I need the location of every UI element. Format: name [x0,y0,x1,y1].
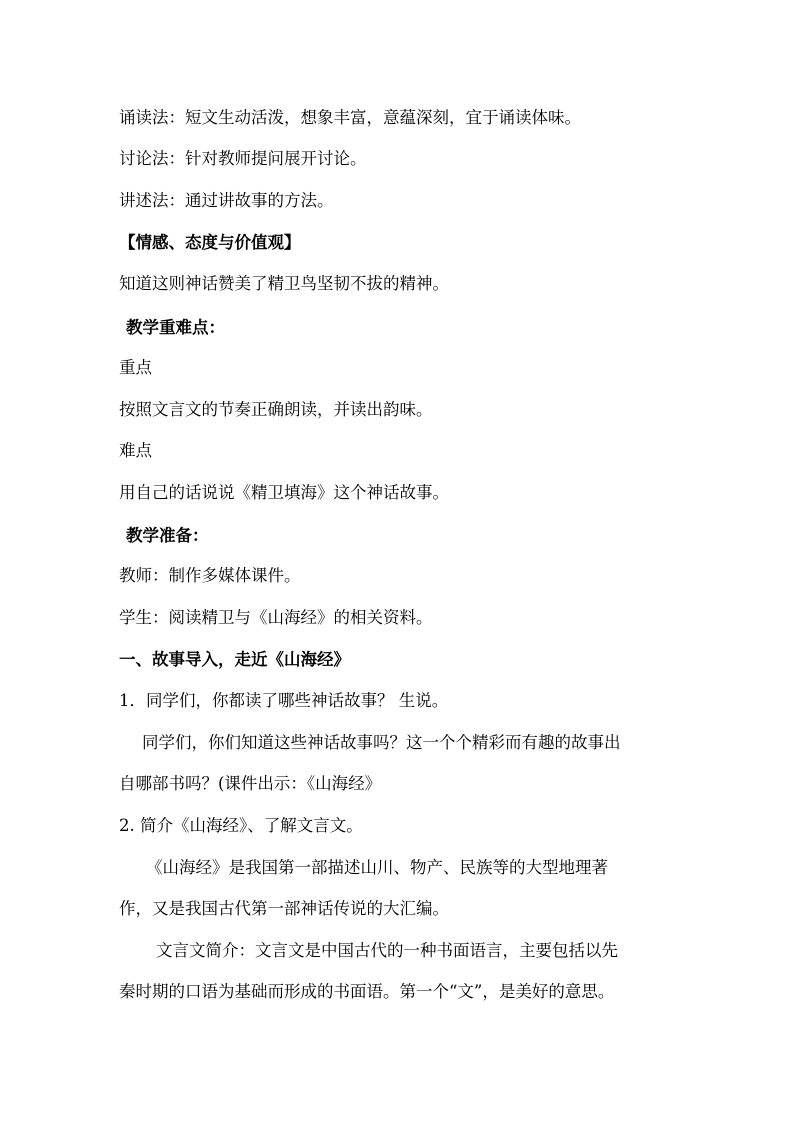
preparation-heading: 教学准备： [126,526,209,545]
step-one: 1．同学们，你都读了哪些神话故事？ 生说。 [119,691,449,710]
shanhaijing-paragraph-line-1: 《山海经》是我国第一部描述山川、物产、民族等的大型地理著 [146,858,608,877]
section-one-heading: 一、故事导入，走近《山海经》 [119,650,350,669]
difficulty-label: 难点 [119,441,152,460]
method-discussion: 讨论法：针对教师提问展开讨论。 [119,149,367,168]
student-preparation: 学生：阅读精卫与《山海经》的相关资料。 [119,608,433,627]
method-narration: 讲述法：通过讲故事的方法。 [119,191,334,210]
shanhaijing-paragraph-line-2: 作，又是我国古代第一部神话传说的大汇编。 [119,899,449,918]
classical-chinese-paragraph-line-1: 文言文简介：文言文是中国古代的一种书面语言，主要包括以先 [156,941,618,960]
step-two: 2. 简介《山海经》、了解文言文。 [119,816,363,835]
classical-chinese-paragraph-line-2: 秦时期的口语为基础而形成的书面语。第一个“文”，是美好的意思。 [119,982,615,1001]
step-one-paragraph-line-2: 自哪部书吗？(课件出示：《山海经》 [119,774,382,793]
key-difficulty-heading: 教学重难点： [126,318,225,337]
teacher-preparation: 教师：制作多媒体课件。 [119,566,301,585]
section-emotion-heading: 【情感、态度与价值观】 [119,233,301,252]
key-point-label: 重点 [119,358,152,377]
difficulty-text: 用自己的话说说《精卫填海》这个神话故事。 [119,483,449,502]
emotion-goal: 知道这则神话赞美了精卫鸟坚韧不拔的精神。 [119,274,449,293]
key-point-text: 按照文言文的节奏正确朗读，并读出韵味。 [119,400,433,419]
step-one-paragraph-line-1: 同学们，你们知道这些神话故事吗？这一个个精彩而有趣的故事出 [142,733,621,752]
method-recitation: 诵读法：短文生动活泼，想象丰富，意蕴深刻，宜于诵读体味。 [119,108,581,127]
